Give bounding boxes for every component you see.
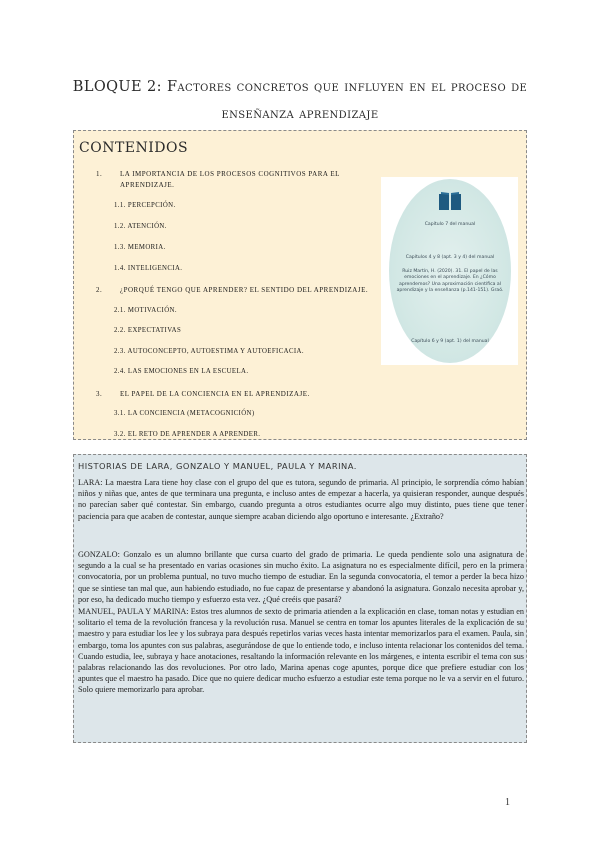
toc-subitem: 1.1. PERCEPCIÓN. — [114, 202, 176, 209]
toc-item-number: 3. — [96, 390, 103, 398]
toc-item-text: ¿PORQUÉ TENGO QUE APRENDER? EL SENTIDO DEL APRENDIZAJE. — [120, 286, 369, 294]
toc-item-number: 1. — [96, 170, 103, 178]
toc-subitem: 1.3. MEMORIA. — [114, 244, 166, 251]
story-manuel-paula-marina: MANUEL, PAULA Y MARINA: Estos tres alumnos de sexto de primaria atienden a la explicación en clase, toman notas y estudian en solitario el tema de la revolución francesa y la revolución rusa. Manuel se centra en tomar los apuntes literales de la explicación de su maestro y para estudiar los lee y los subraya para después repetirlos varias veces hasta intentar memorizarlos para el examen. Paula, sin embargo, toma los apuntes con sus palabras, asegurándose de que lo entiende todo, e incluso intenta relacionar los contenidos del tema. Cuando estudia, lee, subraya y hace anotaciones, resaltando la información relevante en los márgenes, e intenta escribir el tema con sus palabras relacionando las dos revoluciones. Por otro lado, Marina apenas coge apuntes, porque dice que prefiere estudiar con los apuntes que el maestro ha pasado. Dice que no quiere dedicar mucho esfuerzo a estudiar este tema porque no le va a servir en el futuro. Solo quiere memorizarlo para aprobar. — [78, 607, 524, 695]
toc-subitem: 2.1. MOTIVACIÓN. — [114, 307, 177, 314]
cover-caption-3: Capítulo 6 y 9 (apt. 1) del manual — [411, 339, 489, 344]
story-gonzalo: GONZALO: Gonzalo es un alumno brillante que cursa cuarto del grado de primaria. Le queda pendiente solo una asignatura de segundo a la cual se ha presentado en varias ocasiones sin mucho éxito. La asignatura no es especialmente difícil, pero en la primera convocatoria, por un problema puntual, no tuvo mucho tiempo de estudiar. En la segunda convocatoria, el temor a perder la beca hizo que se sintiese tan mal que, aun habiendo estudiado, no fue capaz de presentarse y abandonó la asignatura. Gonzalo necesita aprobar y, por eso, ha dedicado mucho tiempo y esfuerzo esta vez. ¿Qué creéis que pasará? — [78, 550, 524, 604]
cover-citation: Ruiz Martín, H. (2020). 31. El papel de las emociones en el aprendizaje. En ¿Cómo aprendemos? Una aproximación científica al aprendizaje y la enseñanza (p.141-151). Graó. — [396, 269, 504, 293]
story-lara: LARA: La maestra Lara tiene hoy clase con el grupo del que es tutora, segundo de primaria. Al principio, le sorprendía cómo habían niños y niñas que, antes de que terminara una pregunta, e incluso antes de empezar a hacerla, ya quisieran responder, aunque después no parecían saber qué contestar. Sin embargo, cuando pregunta a otros estudiantes ocurre algo muy distinto, pues tiene que tener paciencia para que acaben de contestar, aunque siempre acaban diciendo algo oportuno e interesante. ¿Extraño? — [78, 478, 524, 521]
cover-caption-2: Capítulos 4 y 8 (apt. 3 y 4) del manual — [405, 255, 495, 260]
book-icon — [438, 191, 462, 211]
manual-cover-image — [381, 177, 518, 365]
toc-subitem: 1.4. INTELIGENCIA. — [114, 265, 183, 272]
toc-subitem: 2.2. EXPECTATIVAS — [114, 327, 182, 334]
historias-heading: HISTORIAS DE LARA, GONZALO Y MANUEL, PAULA Y MARINA. — [78, 461, 357, 471]
toc-subitem: 3.2. EL RETO DE APRENDER A APRENDER. — [114, 431, 261, 438]
toc-subitem: 3.1. LA CONCIENCIA (METACOGNICIÓN) — [114, 410, 255, 417]
toc-subitem: 2.4. LAS EMOCIONES EN LA ESCUELA. — [114, 368, 249, 375]
page-number: 1 — [505, 797, 510, 808]
toc-subitem: 1.2. ATENCIÓN. — [114, 223, 167, 230]
historias-box — [73, 454, 527, 743]
toc-subitem: 2.3. AUTOCONCEPTO, AUTOESTIMA Y AUTOEFICACIA. — [114, 348, 304, 355]
cover-caption-1: Capítulo 7 del manual — [424, 222, 476, 227]
page-title: BLOQUE 2: Factores concretos que influyen en el proceso de enseñanza aprendizaje — [72, 79, 528, 122]
toc-item-text: LA IMPORTANCIA DE LOS PROCESOS COGNITIVOS PARA EL APRENDIZAJE. — [120, 170, 340, 189]
toc-item-text: EL PAPEL DE LA CONCIENCIA EN EL APRENDIZAJE. — [120, 390, 310, 398]
toc-item-number: 2. — [96, 286, 103, 294]
contenidos-heading: CONTENIDOS — [79, 140, 189, 156]
